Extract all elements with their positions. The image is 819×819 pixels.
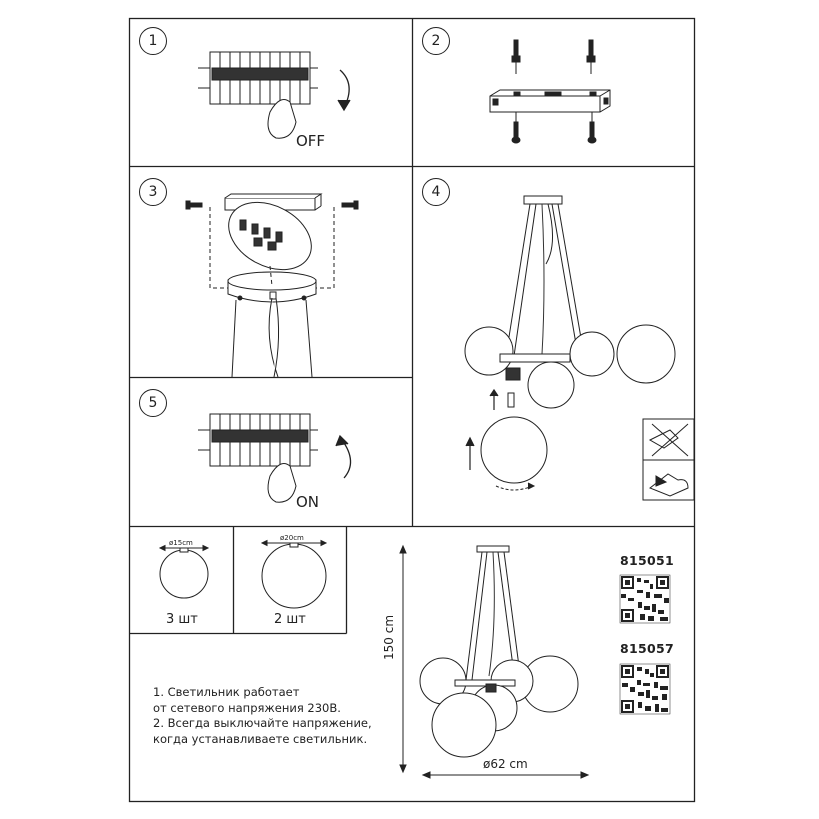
globe-small-count: 3 шт xyxy=(166,612,198,627)
note-line-1: 1. Светильник работает xyxy=(153,685,300,699)
globe-large-diameter: ø20cm xyxy=(280,534,304,542)
globe-large-count: 2 шт xyxy=(274,612,306,627)
width-label: ø62 cm xyxy=(483,757,528,771)
step-5-number: 5 xyxy=(139,389,167,417)
note-line-4: когда устанавливаете светильник. xyxy=(153,731,368,746)
step-4-number: 4 xyxy=(422,178,450,206)
step-1-off-label: OFF xyxy=(296,132,326,150)
height-label: 150 cm xyxy=(382,614,396,660)
step-2-number: 2 xyxy=(422,27,450,55)
product-code-1: 815051 xyxy=(620,553,674,568)
globe-small-diameter: ø15cm xyxy=(169,539,193,547)
step-5-on-label: ON xyxy=(296,493,320,511)
note-line-2: от сетевого напряжения 230В. xyxy=(153,700,341,715)
note-line-3: 2. Всегда выключайте напряжение, xyxy=(153,716,372,730)
product-code-2: 815057 xyxy=(620,641,674,656)
step-1-number: 1 xyxy=(139,27,167,55)
step-3-number: 3 xyxy=(139,178,167,206)
